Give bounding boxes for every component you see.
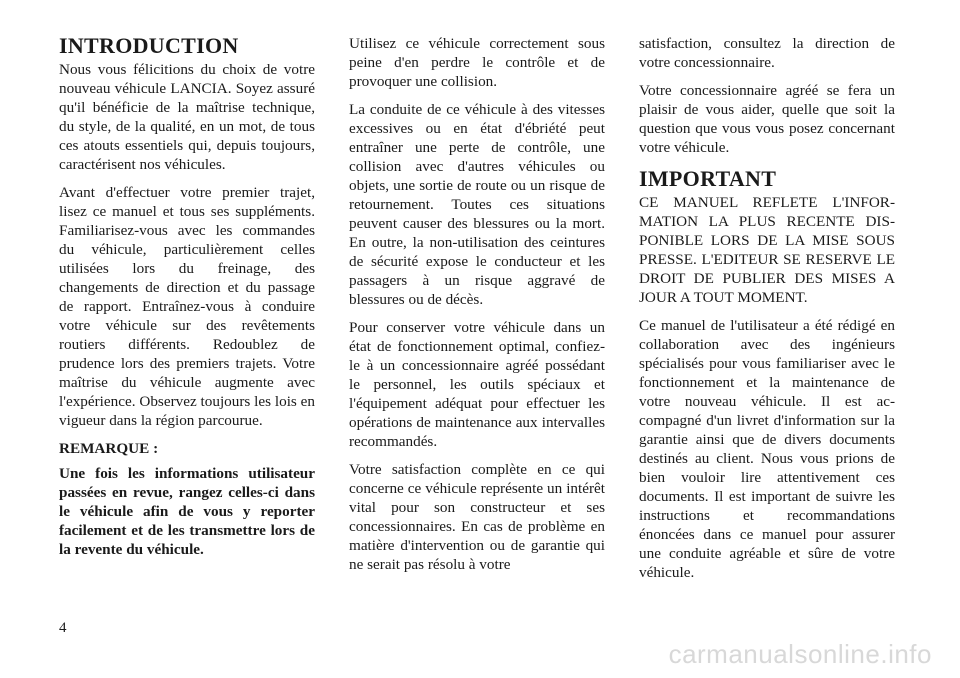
column-left bbox=[59, 34, 315, 568]
paragraph-important-notice: CE MANUEL REFLETE L'INFORMATION LA PLUS RECENTE DISPONIBLE LORS DE LA MISE SOUS PRESSE. L'EDITEUR SE RESERVE LE DROIT DE PUBLIER DES MISES A JOUR A TOUT MOMENT. bbox=[639, 194, 895, 306]
page-number: 4 bbox=[59, 620, 67, 636]
paragraph-use-correctly: Utilisez ce véhicule correctement sous peine d'en perdre le contrôle et de provoquer une collision. bbox=[349, 35, 605, 90]
remarque-title: REMARQUE : bbox=[59, 440, 159, 457]
paragraph-dealer-help: Votre concessionnaire agréé se fera un plaisir de vous aider, quelle que soit la question que vous vous posez concernant votre véhicule. bbox=[639, 82, 895, 156]
column-right bbox=[639, 34, 895, 591]
paragraph-speed-warning: La conduite de ce véhicule à des vitesses excessives ou en état d'ébriété peut entraîner une perte de contrôle, une collision avec d'autres véhicules ou objets, une sortie de route ou un risque de retournement. Toutes ces situations peuvent causer des blessures ou la mort. En outre, la non-utilisation des ceintures de sécurité expose le conducteur et les passagers à un risque aggravé de blessures ou de décès. bbox=[349, 101, 605, 308]
paragraph-maintenance: Pour conserver votre véhicule dans un état de fonctionnement optimal, confiez-le à un concessionnaire agréé possédant le personnel, les outils spéciaux et l'équipement adéquat pour effectuer les opérations de maintenance aux intervalles recommandés. bbox=[349, 319, 605, 450]
paragraph-satisfaction: Votre satisfaction complète en ce qui concerne ce véhicule représente un intérêt vital pour son constructeur et ses concessionnaires. En cas de problème en matière d'intervention ou de garantie qui ne serait pas résolu à votre bbox=[349, 461, 605, 573]
heading-introduction: INTRODUCTION bbox=[59, 33, 239, 58]
paragraph-intro-congratulations: Nous vous félicitions du choix de votre nouveau véhicule LANCIA. Soyez assuré qu'il bénéficie de la maîtrise technique, du style, de la qualité, en un mot, de tous ces atouts essentiels qui, depuis toujours, caractérisent nos véhicules. bbox=[59, 61, 315, 173]
paragraph-manual-description: Ce manuel de l'utilisateur a été rédigé en collaboration avec des ingénieurs spécialisés pour vous familiariser avec le fonctionnement et la maintenance de votre nouveau véhicule. Il est accompagné d'un livret d'information sur la garantie ainsi que de divers documents destinés au client. Nous vous prions de bien vouloir lire attentivement ces documents. Il est important de suivre les instructions et recommandations énoncées dans ce manuel pour assurer une conduite agréable et sûre de votre véhicule. bbox=[639, 317, 895, 581]
paragraph-intro-first-trip: Avant d'effectuer votre premier trajet, lisez ce manuel et tous ses suppléments. Familiarisez-vous avec les commandes du véhicule, particulièrement celles utilisées lors du freinage, des changements de direction et du passage de rapport. Entraînez-vous à conduire votre véhicule sur des revêtements routiers différents. Redoublez de prudence lors des premiers trajets. Votre maîtrise du véhicule augmente avec l'expérience. Observez toujours les lois en vigueur dans la région parcourue. bbox=[59, 184, 315, 429]
watermark: carmanualsonline.info bbox=[668, 639, 932, 669]
heading-important: IMPORTANT bbox=[639, 166, 777, 191]
remarque-text: Une fois les informations utilisateur passées en revue, rangez celles-ci dans le véhicule afin de vous y reporter facilement et de les transmettre lors de la revente du véhicule. bbox=[59, 465, 315, 558]
column-middle bbox=[349, 34, 605, 583]
paragraph-satisfaction-cont: satisfaction, consultez la direction de votre concessionnaire. bbox=[639, 35, 895, 71]
